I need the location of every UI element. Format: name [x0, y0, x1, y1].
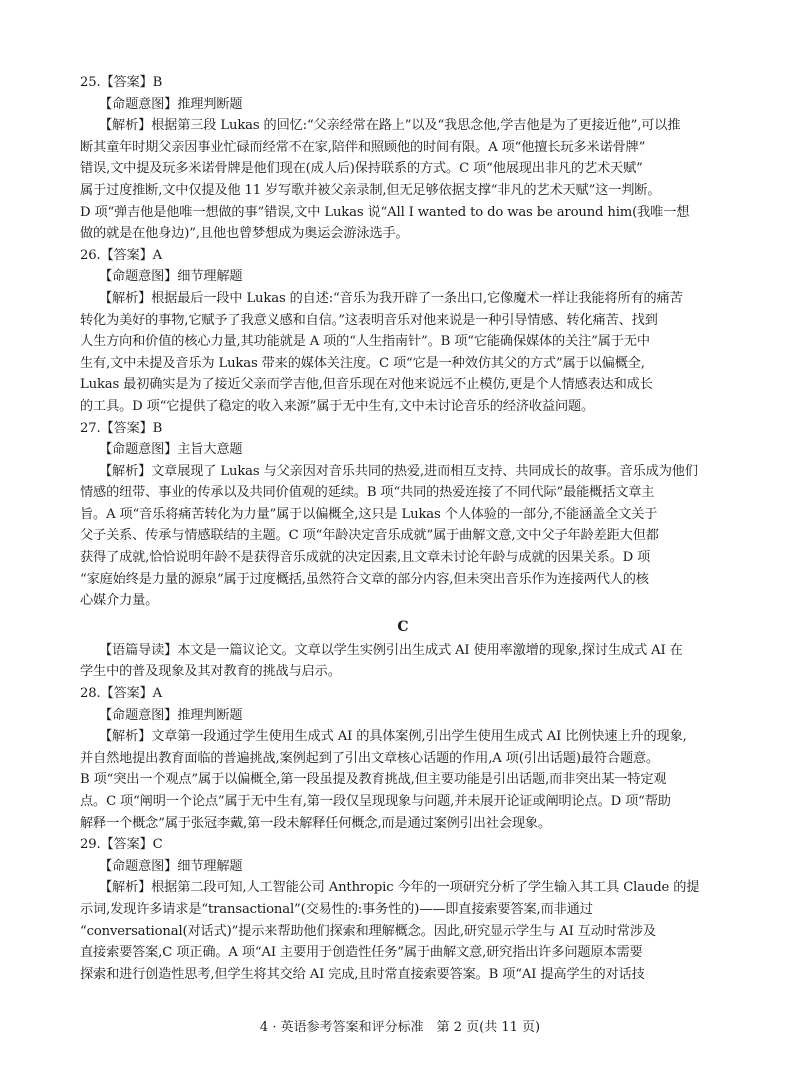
q27-analysis-line: 旨。A 项“音乐将痛苦转化为力量”属于以偏概全,这只是 Lukas 个人体验的一部分,不能涵盖全文关于	[80, 506, 658, 522]
q28-analysis-line: B 项“突出一个观点”属于以偏概全,第一段虽提及教育挑战,但主要功能是引出话题,而非突出某一特定观	[80, 772, 667, 788]
q29-analysis-line: “conversational(对话式)”提示来帮助他们探索和理解概念。因此,研究显示学生与 AI 互动时常涉及	[80, 923, 656, 939]
q29-answer: 29.【答案】C	[80, 837, 163, 853]
q29-analysis-line: 示词,发现许多请求是“transactional”(交易性的:事务性的)——即直接索要答案,而非通过	[80, 901, 593, 917]
q28-intent: 【命题意图】推理判断题	[99, 707, 243, 723]
q26-analysis-line: Lukas 最初确实是为了接近父亲而学吉他,但音乐现在对他来说远不止模仿,更是个人情感表达和成长	[80, 377, 653, 393]
q29-analysis-line: 【解析】根据第二段可知,人工智能公司 Anthropic 今年的一项研究分析了学生输入其工具 Claude 的提	[99, 880, 700, 896]
q27-analysis-line: 心媒介力量。	[80, 593, 159, 609]
q28-analysis-line: 解释一个概念”属于张冠李戴,第一段未解释任何概念,而是通过案例引出社会现象。	[80, 815, 551, 831]
q27-analysis-line: “家庭始终是力量的源泉”属于过度概括,虽然符合文章的部分内容,但未突出音乐作为连接两代人的核	[80, 571, 649, 587]
q25-analysis-line: D 项“弹吉他是他唯一想做的事”错误,文中 Lukas 说“All I wanted to do was be around him(我唯一想	[80, 204, 690, 220]
q26-analysis-line: 的工具。D 项“它提供了稳定的收入来源”属于无中生有,文中未讨论音乐的经济收益问题。	[80, 398, 595, 414]
q25-analysis-line: 断其童年时期父亲因事业忙碌而经常不在家,陪伴和照顾他的时间有限。A 项“他擅长玩多米诺骨牌”	[80, 139, 646, 155]
q27-analysis-line: 获得了成就,恰恰说明年龄不是获得音乐成就的决定因素,且文章未讨论年龄与成就的因果关系。D 项	[80, 550, 651, 566]
q26-analysis-line: 生有,文中未提及音乐为 Lukas 带来的媒体关注度。C 项“它是一种效仿其父的方式”属于以偏概全,	[80, 355, 645, 371]
section-c-guide-line: 【语篇导读】本文是一篇议论文。文章以学生实例引出生成式 AI 使用率激增的现象,探讨生成式 AI 在	[99, 642, 683, 658]
q25-analysis-line: 【解析】根据第三段 Lukas 的回忆:“父亲经常在路上”以及“我思念他,学吉他是为了更接近他”,可以推	[99, 118, 681, 134]
q27-analysis-line: 父子关系、传承与情感联结的主题。C 项“年龄决定音乐成就”属于曲解文意,文中父子年龄差距大但都	[80, 528, 659, 544]
q25-analysis-line: 属于过度推断,文中仅提及他 11 岁写歌并被父亲录制,但无足够依据支撑“非凡的艺术天赋”这一判断。	[80, 182, 661, 198]
page-content	[80, 72, 726, 985]
q26-analysis-line: 人生方向和价值的核心力量,其功能就是 A 项的“人生指南针”。B 项“它能确保媒体的关注”属于无中	[80, 334, 650, 350]
q27-answer: 27.【答案】B	[80, 420, 163, 436]
q25-analysis-line: 做的就是在他身边)”,且他也曾梦想成为奥运会游泳选手。	[80, 226, 409, 242]
q29-intent: 【命题意图】细节理解题	[99, 858, 243, 874]
q25-intent: 【命题意图】推理判断题	[99, 96, 243, 112]
q26-analysis-line: 【解析】根据最后一段中 Lukas 的自述:“音乐为我开辟了一条出口,它像魔术一样让我能将所有的痛苦	[99, 290, 683, 306]
q29-analysis-line: 探索和进行创造性思考,但学生将其交给 AI 完成,且时常直接索要答案。B 项“AI 提高学生的对话技	[80, 966, 645, 982]
q28-analysis-line: 【解析】文章第一段通过学生使用生成式 AI 的具体案例,引出学生使用生成式 AI 比例快速上升的现象,	[99, 729, 687, 745]
q25-answer: 25.【答案】B	[80, 75, 163, 90]
q26-analysis-line: 转化为美好的事物,它赋予了我意义感和自信。”这表明音乐对他来说是一种引导情感、转化痛苦、找到	[80, 312, 658, 328]
q27-analysis-line: 【解析】文章展现了 Lukas 与父亲因对音乐共同的热爱,进而相互支持、共同成长的故事。音乐成为他们	[99, 463, 698, 479]
page-footer: 4 · 英语参考答案和评分标准 第 2 页(共 11 页)	[259, 1020, 541, 1035]
q29-analysis-line: 直接索要答案,C 项正确。A 项“AI 主要用于创造性任务”属于曲解文意,研究指出许多问题原本需要	[80, 945, 643, 961]
section-c-guide-line: 学生中的普及现象及其对教育的挑战与启示。	[80, 664, 341, 680]
section-c-heading: C	[397, 618, 409, 635]
q27-analysis-line: 情感的纽带、事业的传承以及共同价值观的延续。B 项“共同的热爱连接了不同代际”最能概括文章主	[80, 485, 655, 501]
q26-intent: 【命题意图】细节理解题	[99, 269, 243, 285]
q27-intent: 【命题意图】主旨大意题	[99, 442, 243, 458]
q26-answer: 26.【答案】A	[80, 247, 163, 263]
q28-answer: 28.【答案】A	[80, 686, 163, 702]
q28-analysis-line: 点。C 项“阐明一个论点”属于无中生有,第一段仅呈现现象与问题,并未展开论证或阐明论点。D 项“帮助	[80, 794, 671, 809]
q25-analysis-line: 错误,文中提及玩多米诺骨牌是他们现在(成人后)保持联系的方式。C 项“他展现出非凡的艺术天赋”	[80, 161, 643, 177]
q28-analysis-line: 并自然地提出教育面临的普遍挑战,案例起到了引出文章核心话题的作用,A 项(引出话题)最符合题意。	[80, 750, 660, 766]
